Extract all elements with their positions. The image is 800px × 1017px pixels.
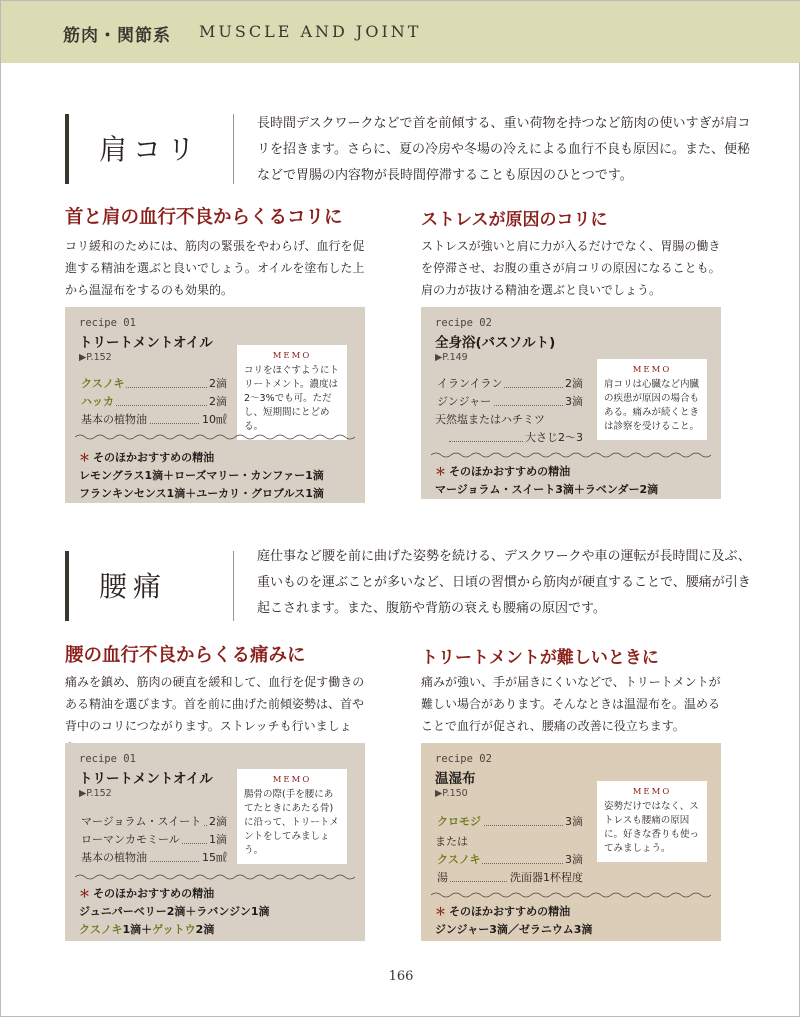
recipe-title: トリートメントオイル [79,771,213,787]
recipe-card [65,743,365,941]
other-oil-line: レモングラス1滴＋ローズマリー・カンファー1滴 [79,469,324,482]
section-intro: 長時間デスクワークなどで首を前傾する、重い荷物を持つなど筋肉の使いすぎが肩コリを招きます。さらに、夏の冷房や冬場の冷えによる血行不良も原因に。また、便秘などで胃腸の内容物が長時間停滞することも原因のひとつです。 [257,116,751,183]
ingredient-row: 基本の植物油 15㎖ [81,851,227,864]
ingredient-row: クロモジ 3滴 [437,815,583,828]
page-number: 166 [388,969,414,984]
wave-divider [75,433,355,441]
category-title-en: MUSCLE AND JOINT [199,22,422,41]
recipe-label: recipe 02 [435,753,492,765]
memo-box: MEMO コリをほぐすようにトリートメント。濃度は2～3%でも可。ただし、短期間にとどめる。 [237,345,347,440]
header-band [1,1,800,63]
subheading: 腰の血行不良からくる痛みに [65,645,306,666]
recipe-card [421,307,721,499]
ingredient-row: 大さじ2～3 [435,429,585,447]
other-oils-title: ＊ そのほかおすすめの精油 [435,905,571,918]
ingredient-row: ハッカ 2滴 [81,395,227,408]
recipe-card [65,307,365,503]
other-oil-line: ジンジャー3滴／ゼラニウム3滴 [435,923,593,936]
recipe-title: 温湿布 [435,771,476,787]
page-reference: ▶P.152 [79,788,112,799]
ingredient-row: 天然塩またはハチミツ [435,413,545,426]
body-text: 痛みが強い、手が届きにくいなどで、トリートメントが難しい場合があります。そんなときは温湿布を。温めることで血行が促され、腰痛の改善に役立ちます。 [421,675,721,733]
recipe-card [421,743,721,941]
section-title-yotsu: 腰痛 [65,551,215,621]
category-title-jp: 筋肉・関節系 [63,26,171,46]
subheading: トリートメントが難しいときに [421,648,659,668]
other-oil-line: クスノキ1滴＋ゲットウ2滴 [79,923,215,936]
title-bar [65,551,69,621]
section-title-katakori: 肩コリ [65,114,215,184]
recipe-label: recipe 02 [435,317,492,329]
recipe-title: 全身浴(バスソルト) [435,335,556,351]
divider [233,114,234,184]
section-intro: 庭仕事など腰を前に曲げた姿勢を続ける、デスクワークや車の運転が長時間に及ぶ、重いものを運ぶことが多いなど、日頃の習慣から筋肉が硬直することで、腰痛が引き起こされます。また、腹筋や背筋の衰えも腰痛の原因です。 [257,549,751,616]
body-text: 痛みを鎮め、筋肉の硬直を緩和して、血行を促す働きのある精油を選びます。首を前に曲げた前傾姿勢は、首や背中のコリにつながります。ストレッチも行いましょ [65,675,365,733]
other-oils-title: ＊ そのほかおすすめの精油 [435,465,571,478]
divider [233,551,234,621]
ingredient-row: 湯 洗面器1杯程度 [437,871,583,884]
memo-box: MEMO 腸骨の際(手を腰にあてたときにあたる骨)に沿って、トリートメントをしてみましょう。 [237,769,347,864]
ingredient-row: マージョラム・スイート 2滴 [81,815,227,828]
body-text: ストレスが強いと肩に力が入るだけでなく、胃腸の働きを停滞させ、お腹の重さが肩コリの原因になることも。肩の力が抜ける精油を選ぶと良いでしょう。 [421,239,721,297]
ingredient-row: クスノキ 3滴 [437,853,583,866]
ingredient-row: ローマンカモミール 1滴 [81,833,227,846]
other-oils-title: ＊ そのほかおすすめの精油 [79,887,215,900]
title-bar [65,114,69,184]
body-text: コリ緩和のためには、筋肉の緊張をやわらげ、血行を促進する精油を選ぶと良いでしょう。オイルを塗布した上から温湿布をするのも効果的。 [65,239,365,297]
page-reference: ▶P.149 [435,352,468,363]
ingredient-row: クスノキ 2滴 [81,377,227,390]
other-oils-title: ＊ そのほかおすすめの精油 [79,451,215,464]
ingredient-row: ジンジャー 3滴 [437,395,583,408]
ingredient-row: イランイラン 2滴 [437,377,583,390]
wave-divider [75,873,355,881]
wave-divider [431,451,711,459]
subheading: 首と肩の血行不良からくるコリに [65,207,343,228]
recipe-label: recipe 01 [79,317,136,329]
recipe-title: トリートメントオイル [79,335,213,351]
ingredient-row: または [435,835,468,848]
other-oil-line: フランキンセンス1滴＋ユーカリ・グロブルス1滴 [79,487,324,500]
other-oil-line: マージョラム・スイート3滴＋ラベンダー2滴 [435,483,659,496]
subheading: ストレスが原因のコリに [421,210,608,230]
memo-box: MEMO 姿勢だけではなく、ストレスも腰痛の原因に。好きな香りも使ってみましょう。 [597,781,707,862]
page-reference: ▶P.150 [435,788,468,799]
memo-box: MEMO 肩コリは心臓など内臓の疾患が原因の場合もある。痛みが続くときは診察を受けること。 [597,359,707,440]
recipe-label: recipe 01 [79,753,136,765]
ingredient-row: 基本の植物油 10㎖ [81,413,227,426]
wave-divider [431,891,711,899]
page-reference: ▶P.152 [79,352,112,363]
other-oil-line: ジュニパーベリー2滴＋ラバンジン1滴 [79,905,270,918]
